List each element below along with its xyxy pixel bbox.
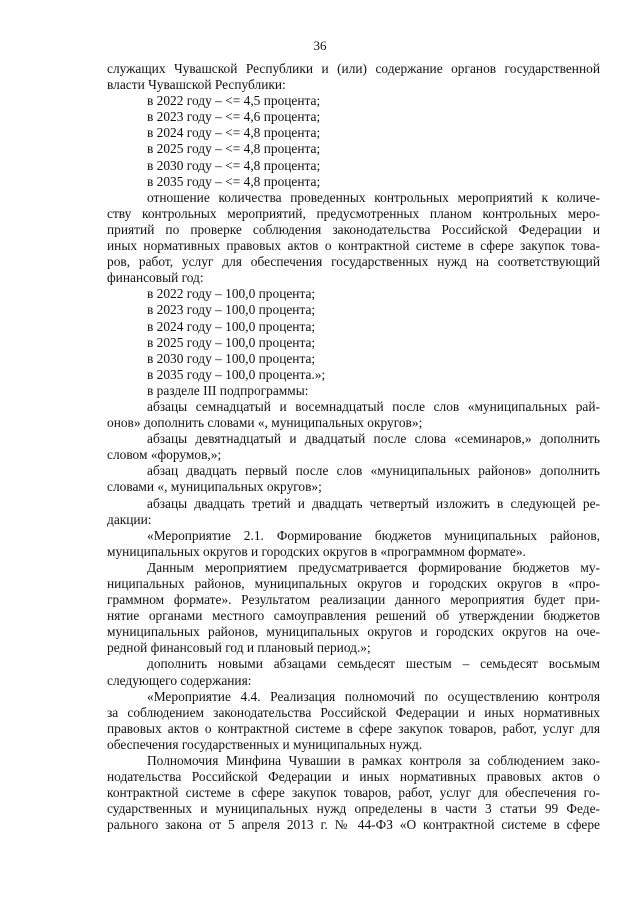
text-line: ству контрольных мероприятий, предусмотренных планом контрольных меро- <box>107 205 600 221</box>
text-line: словом «форумов,»; <box>107 447 222 463</box>
text-line: иных нормативных правовых актов о контрактной системе в сфере закупок това- <box>107 238 600 254</box>
text-line: власти Чувашской Республики: <box>107 77 286 93</box>
text-line: в 2022 году – 100,0 процента; <box>147 286 316 302</box>
text-line: Полномочия Минфина Чувашии в рамках контроля за соблюдением зако- <box>147 753 600 769</box>
text-line: абзацы девятнадцатый и двадцатый после слова «семинаров,» дополнить <box>147 431 600 447</box>
text-line: в 2022 году – <= 4,5 процента; <box>147 93 321 109</box>
text-line: служащих Чувашской Республики и (или) содержание органов государственной <box>107 61 600 76</box>
text-line: контрактной системе в сфере закупок товаров, работ, услуг для обеспечения го- <box>107 785 600 801</box>
text-line: дакции: <box>107 511 152 527</box>
text-line: абзацы семнадцатый и восемнадцатый после слов «муниципальных рай- <box>147 398 600 414</box>
text-line: в 2035 году – <= 4,8 процента; <box>147 173 321 189</box>
text-line: в 2025 году – <= 4,8 процента; <box>147 141 321 157</box>
text-line: ров, работ, услуг для обеспечения государственных нужд на соответствующий <box>107 254 600 270</box>
text-line: дополнить новыми абзацами семьдесят шестым – семьдесят восьмым <box>147 656 600 672</box>
text-line: словами «, муниципальных округов»; <box>107 479 322 495</box>
page-number: 36 <box>313 38 327 53</box>
text-line: в 2035 году – 100,0 процента.»; <box>147 366 326 382</box>
text-line: онов» дополнить словами «, муниципальных округов»; <box>107 415 423 431</box>
text-line: нодательства Российской Федерации и иных нормативных правовых актов о <box>107 769 600 785</box>
text-line: в 2030 году – <= 4,8 процента; <box>147 157 321 173</box>
text-line: в разделе III подпрограммы: <box>147 382 309 398</box>
text-line: в 2023 году – 100,0 процента; <box>147 302 316 318</box>
text-line: в 2025 году – 100,0 процента; <box>147 334 316 350</box>
text-line: в 2030 году – 100,0 процента; <box>147 350 316 366</box>
text-line: обеспечения государственных и муниципальных нужд. <box>107 736 423 752</box>
text-line: абзацы двадцать третий и двадцать четвертый изложить в следующей ре- <box>147 495 600 511</box>
text-line: следующего содержания: <box>107 672 252 688</box>
text-line: рального закона от 5 апреля 2013 г. № 44-ФЗ «О контрактной системе в сфере <box>107 817 600 833</box>
text-line: Данным мероприятием предусматривается формирование бюджетов му- <box>147 559 600 575</box>
document-body <box>107 61 600 834</box>
text-line: «Мероприятие 4.4. Реализация полномочий по осуществлению контроля <box>147 688 600 704</box>
text-line: граммном формате». Результатом реализации данного мероприятия будет при- <box>107 592 600 608</box>
text-line: нятие органами местного самоуправления решений об утверждении бюджетов <box>107 608 600 624</box>
text-line: правовых актов о контрактной системе в сфере закупок товаров, работ, услуг для <box>107 720 600 736</box>
text-line: финансовый год: <box>107 270 204 286</box>
text-line: муниципальных районов, муниципальных округов и городских округов на оче- <box>107 624 600 640</box>
text-line: за соблюдением законодательства Российской Федерации и иных нормативных <box>107 704 600 720</box>
text-line: абзац двадцать первый после слов «муниципальных районов» дополнить <box>147 463 600 479</box>
text-line: сударственных и муниципальных нужд определены в части 3 статьи 99 Феде- <box>107 801 600 817</box>
text-line: отношение количества проведенных контрольных мероприятий к количе- <box>147 189 600 205</box>
text-line: «Мероприятие 2.1. Формирование бюджетов муниципальных районов, <box>147 527 600 543</box>
text-line: редной финансовый год и плановый период.»; <box>107 640 371 656</box>
text-line: в 2024 году – <= 4,8 процента; <box>147 125 321 141</box>
text-line: ниципальных районов, муниципальных округов и городских округов в «про- <box>107 576 600 591</box>
text-line: приятий по проверке соблюдения законодательства Российской Федерации и <box>107 221 600 237</box>
text-line: в 2023 году – <= 4,6 процента; <box>147 109 321 125</box>
text-line: в 2024 году – 100,0 процента; <box>147 318 316 334</box>
text-line: муниципальных округов и городских округов в «программном формате». <box>107 543 526 559</box>
